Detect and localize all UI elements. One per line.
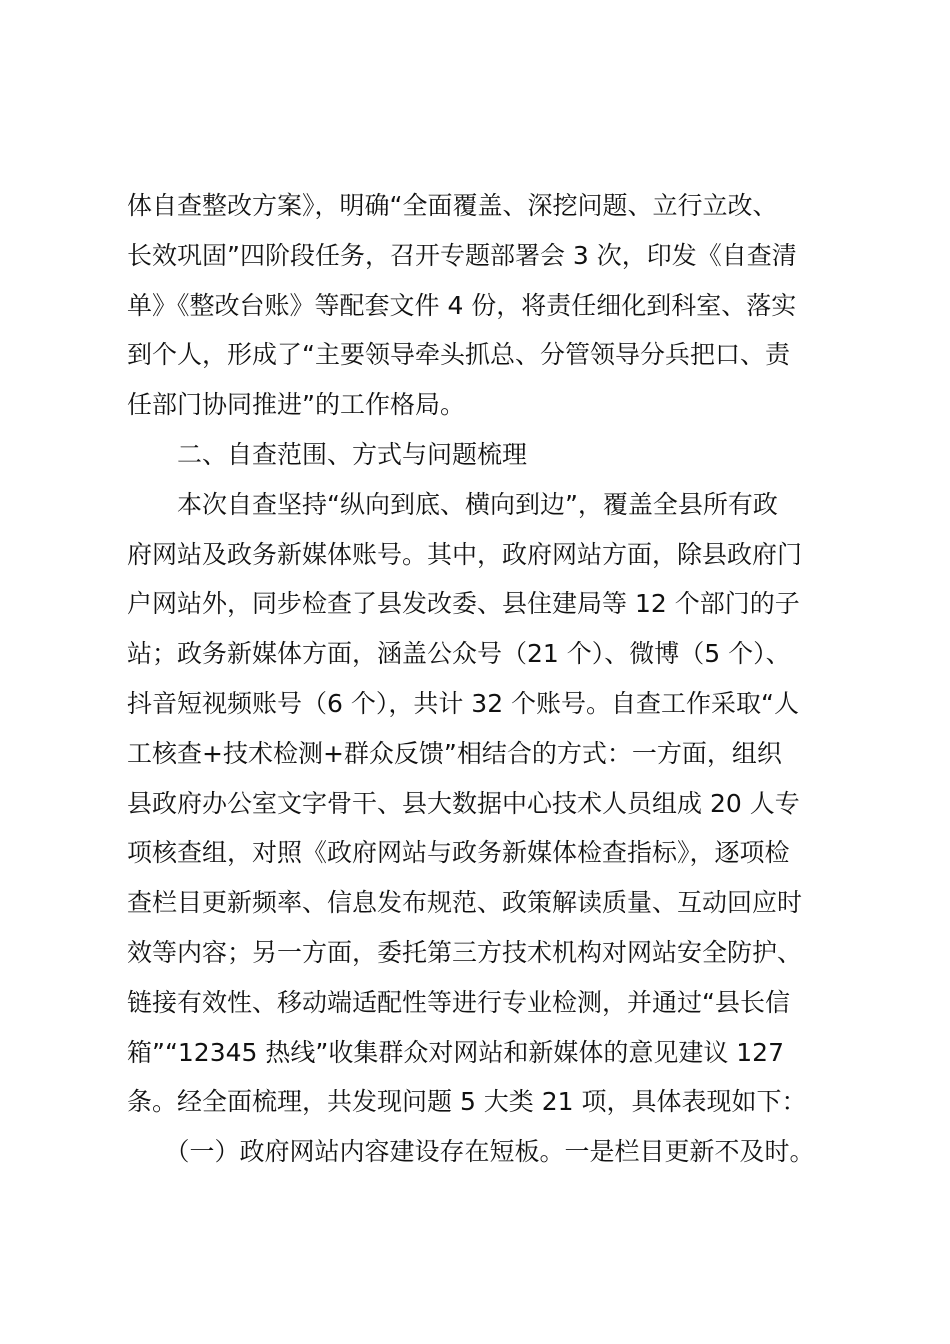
text-line: 项核查组，对照《政府网站与政务新媒体检查指标》，逐项检 — [127, 838, 790, 868]
text-line: 效等内容；另一方面，委托第三方技术机构对网站安全防护、 — [127, 937, 803, 967]
text-line: 站；政务新媒体方面，涵盖公众号（21 个）、微博（5 个）、 — [127, 639, 791, 669]
text-line: 体自查整改方案》，明确“全面覆盖、深挖问题、立行立改、 — [127, 191, 778, 220]
document-body — [127, 181, 857, 1177]
text-line: 箱”“12345 热线”收集群众对网站和新媒体的意见建议 127 — [127, 1037, 784, 1067]
text-line: 府网站及政务新媒体账号。其中，政府网站方面，除县政府门 — [127, 539, 803, 569]
text-line: 链接有效性、移动端适配性等进行专业检测，并通过“县长信 — [127, 987, 790, 1017]
text-line: 工核查+技术检测+群众反馈”相结合的方式：一方面，组织 — [127, 738, 782, 768]
section-heading: 二、自查范围、方式与问题梳理 — [127, 439, 528, 469]
text-line: 本次自查坚持“纵向到底、横向到边”，覆盖全县所有政 — [127, 489, 778, 519]
text-line: 查栏目更新频率、信息发布规范、政策解读质量、互动回应时 — [127, 888, 803, 918]
text-line: 抖音短视频账号（6 个），共计 32 个账号。自查工作采取“人 — [127, 688, 800, 718]
text-line: 单》《整改台账》等配套文件 4 份，将责任细化到科室、落实 — [127, 290, 797, 320]
text-line: 长效巩固”四阶段任务，召开专题部署会 3 次，印发《自查清 — [127, 240, 797, 270]
text-line: 任部门协同推进”的工作格局。 — [127, 390, 465, 420]
subsection-heading: （一）政府网站内容建设存在短板。一是栏目更新不及时。 — [127, 1137, 815, 1167]
text-line: 条。经全面梳理，共发现问题 5 大类 21 项，具体表现如下： — [127, 1087, 807, 1117]
text-line: 县政府办公室文字骨干、县大数据中心技术人员组成 20 人专 — [127, 788, 800, 818]
text-line: 到个人，形成了“主要领导牵头抓总、分管领导分兵把口、责 — [127, 340, 790, 370]
text-line: 户网站外，同步检查了县发改委、县住建局等 12 个部门的子 — [127, 589, 800, 619]
